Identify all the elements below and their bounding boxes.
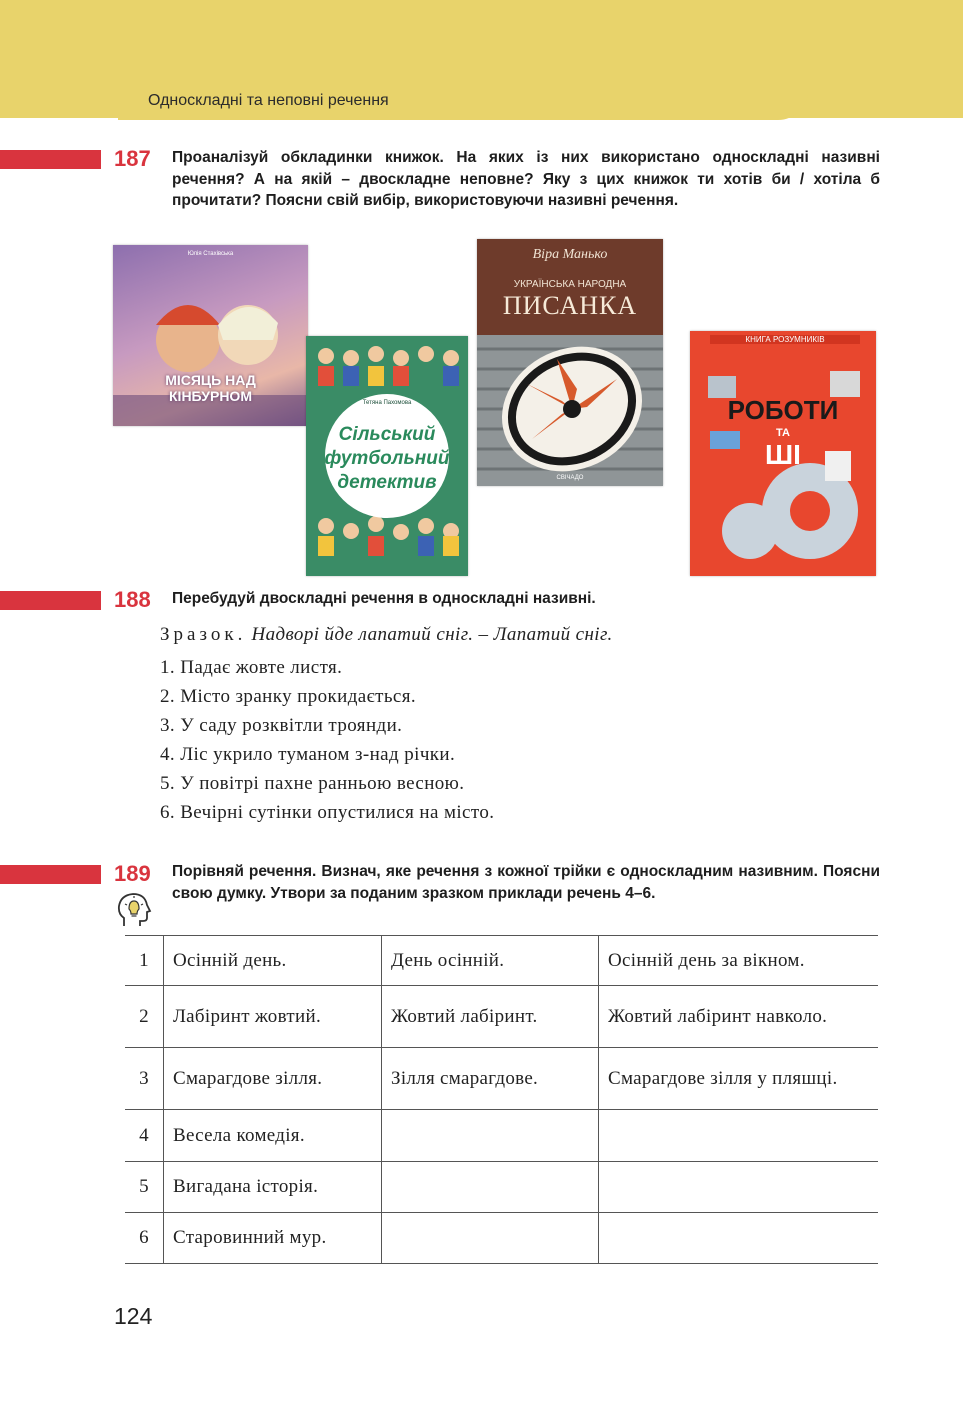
exercise-188-task: Перебудуй двоскладні речення в односкладні називні. <box>172 590 596 607</box>
exercise-number-189: 189 <box>114 861 151 886</box>
table-cell: Весела комедія. <box>164 1110 382 1162</box>
table-cell: День осінній. <box>382 936 599 986</box>
table-cell: Жовтий лабіринт навколо. <box>599 986 879 1048</box>
book-cover-roboty <box>690 331 876 576</box>
exercise-number-188: 188 <box>114 587 151 612</box>
table-cell <box>599 1213 879 1264</box>
list-item: 1. Падає жовте листя. <box>160 657 343 678</box>
cover-title-line: МІСЯЦЬ НАД <box>165 372 256 388</box>
cover-title-line: КІНБУРНОМ <box>169 388 252 404</box>
exercise-marker-bar <box>0 150 101 169</box>
list-item: 5. У повітрі пахне ранньою весною. <box>160 773 465 794</box>
book-cover-detektyv <box>306 336 468 576</box>
cover-title-line: ШІ <box>765 439 801 470</box>
exercise-187-task: Проаналізуй обкладинки книжок. На яких із них використано односкладні називні речення? А на якій – двоскладне неповне? Яку з цих книжок ти хотів би / хотіла б прочитати? Поясни свій вибір, використовуючи називні речення. <box>172 149 880 209</box>
cover-author: Тетяна Пахомова <box>362 400 412 406</box>
table-row <box>125 936 878 986</box>
table-cell: Осінній день за вікном. <box>599 936 879 986</box>
table-cell: Вигадана історія. <box>164 1162 382 1213</box>
table-row <box>125 1213 878 1264</box>
cover-author: Віра Манько <box>532 247 608 262</box>
table-cell <box>382 1213 599 1264</box>
row-number: 6 <box>125 1213 164 1264</box>
list-item: 2. Місто зранку прокидається. <box>160 686 417 707</box>
cover-title-line: ТА <box>776 427 790 439</box>
table-cell: Жовтий лабіринт. <box>382 986 599 1048</box>
exercise-189-task: Порівняй речення. Визнач, яке речення з кожної трійки є односкладним називним. Поясни свою думку. Утвори за поданим зразком приклади речень 4–6. <box>172 863 880 902</box>
row-number: 4 <box>125 1110 164 1162</box>
table-cell: Лабіринт жовтий. <box>164 986 382 1048</box>
table-cell <box>599 1162 879 1213</box>
cover-publisher: СВІЧАДО <box>556 475 584 481</box>
sample-label: Зразок. <box>160 624 247 645</box>
list-item: 3. У саду розквітли троянди. <box>160 715 403 736</box>
exercise-number-187: 187 <box>114 146 151 171</box>
table-cell: Зілля смарагдове. <box>382 1048 599 1110</box>
sample-text: Надворі йде лапатий сніг. – Лапатий сніг. <box>251 624 613 645</box>
cover-illustration <box>477 239 663 486</box>
table-row <box>125 1162 878 1213</box>
table-row <box>125 1110 878 1162</box>
table-cell: Смарагдове зілля. <box>164 1048 382 1110</box>
list-item: 4. Ліс укрило туманом з-над річки. <box>160 744 456 765</box>
row-number: 5 <box>125 1162 164 1213</box>
exercise-marker-bar <box>0 865 101 884</box>
think-head-icon <box>116 892 154 933</box>
row-number: 3 <box>125 1048 164 1110</box>
exercise-marker-bar <box>0 591 101 610</box>
sample-line <box>160 624 613 646</box>
cover-title-line: РОБОТИ <box>727 395 839 425</box>
book-cover-misiats <box>113 245 308 426</box>
table-cell: Смарагдове зілля у пляшці. <box>599 1048 879 1110</box>
row-number: 2 <box>125 986 164 1048</box>
row-number: 1 <box>125 936 164 986</box>
table-cell <box>599 1110 879 1162</box>
comparison-table <box>125 935 878 1264</box>
table-cell: Старовинний мур. <box>164 1213 382 1264</box>
page-number: 124 <box>114 1303 153 1329</box>
table-row <box>125 1048 878 1110</box>
cover-author: Юлія Стахівська <box>187 251 234 257</box>
section-title: Односкладні та неповні речення <box>148 92 389 109</box>
table-cell <box>382 1110 599 1162</box>
table-row <box>125 986 878 1048</box>
cover-subtitle: УКРАЇНСЬКА НАРОДНА <box>513 279 627 290</box>
book-cover-pysanka <box>477 239 663 486</box>
list-item: 6. Вечірні сутінки опустилися на місто. <box>160 802 495 823</box>
table-cell: Осінній день. <box>164 936 382 986</box>
cover-title: ПИСАНКА <box>502 291 638 320</box>
cover-title-line: Сільський <box>338 424 436 445</box>
cover-title-line: футбольний <box>324 448 450 469</box>
table-cell <box>382 1162 599 1213</box>
cover-title-line: детектив <box>337 472 437 493</box>
cover-series: КНИГА РОЗУМНИКІВ <box>710 335 860 344</box>
